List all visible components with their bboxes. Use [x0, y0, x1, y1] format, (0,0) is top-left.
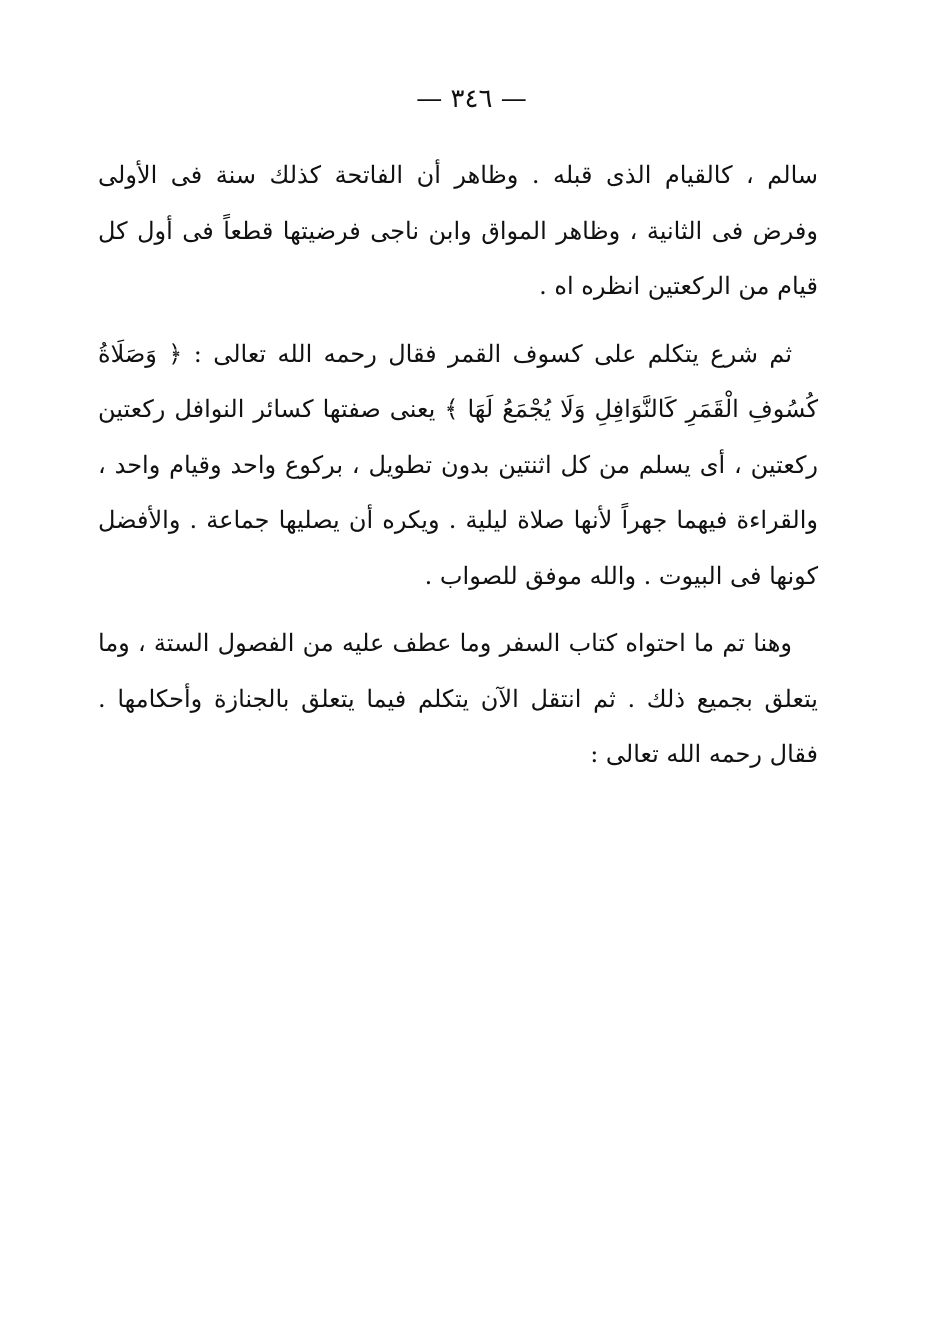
paragraph-gap — [98, 315, 818, 327]
page-number: — ٣٤٦ — — [416, 84, 527, 114]
paragraph-1: سالم ، كالقيام الذى قبله . وظاهر أن الفاتحة كذلك سنة فى الأولى وفرض فى الثانية ، وظاهر المواق وابن ناجى فرضيتها قطعاً فى أول كل قيام من الركعتين انظره اه . — [98, 161, 818, 300]
paragraph-gap — [98, 604, 818, 616]
body-text — [98, 148, 818, 783]
paragraph-2: ثم شرع يتكلم على كسوف القمر فقال رحمه الله تعالى : ﴿ وَصَلَاةُ كُسُوفِ الْقَمَرِ كَالنَّوَافِلِ وَلَا يُجْمَعُ لَهَا ﴾ يعنى صفتها كسائر النوافل ركعتين ركعتين ، أى يسلم من كل اثنتين بدون تطويل ، بركوع واحد وقيام واحد ، والقراءة فيهما جهراً لأنها صلاة ليلية . ويكره أن يصليها جماعة . والأفضل كونها فى البيوت . والله موفق للصواب . — [98, 339, 818, 590]
paragraph-3: وهنا تم ما احتواه كتاب السفر وما عطف عليه من الفصول الستة ، وما يتعلق بجميع ذلك . ثم انتقل الآن يتكلم فيما يتعلق بالجنازة وأحكامها . فقال رحمه الله تعالى : — [98, 629, 818, 768]
